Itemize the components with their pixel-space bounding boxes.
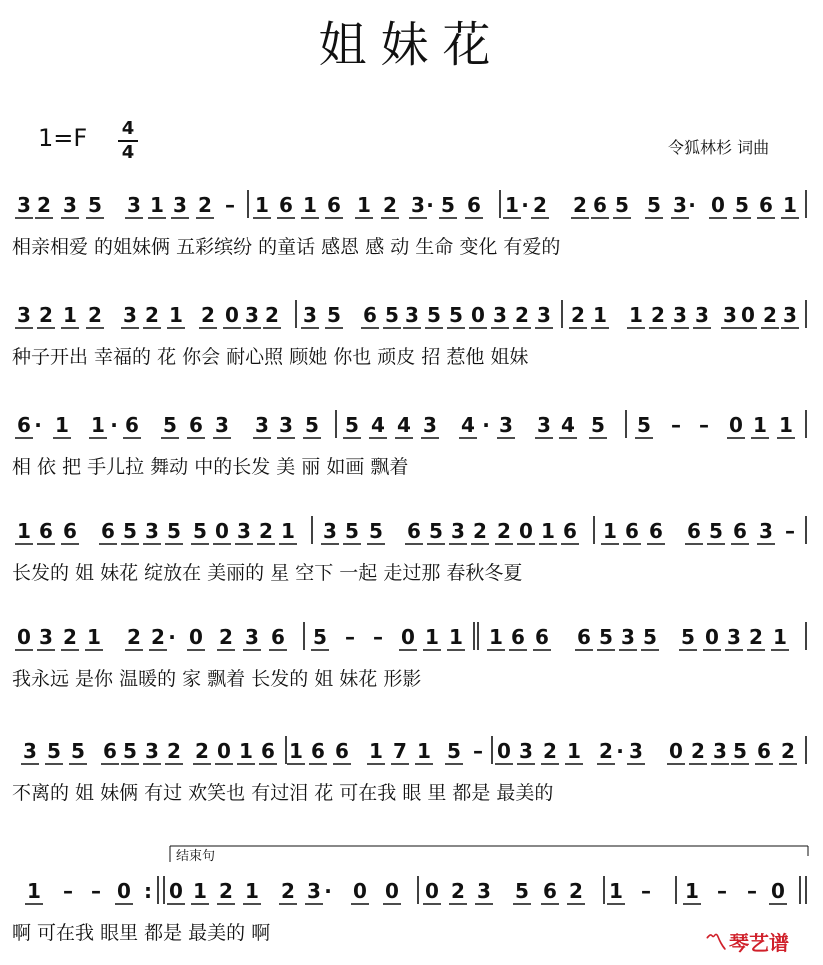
- note: 6: [271, 625, 285, 649]
- note: 1: [609, 879, 623, 903]
- note: :: [144, 879, 152, 903]
- note: 0: [217, 739, 231, 763]
- note: 3: [127, 193, 141, 217]
- note: –: [373, 625, 383, 649]
- note: 1: [150, 193, 164, 217]
- note: 5: [71, 739, 85, 763]
- note: 2: [88, 303, 102, 327]
- note: 3: [215, 413, 229, 437]
- note: 0: [385, 879, 399, 903]
- note: 2: [145, 303, 159, 327]
- note: –: [63, 879, 73, 903]
- note: 3: [23, 739, 37, 763]
- note: 1: [541, 519, 555, 543]
- note: 5: [327, 303, 341, 327]
- note: 6: [63, 519, 77, 543]
- note: 0: [17, 625, 31, 649]
- note: 2: [497, 519, 511, 543]
- note: 1: [629, 303, 643, 327]
- note: 2: [515, 303, 529, 327]
- note: 2: [151, 625, 165, 649]
- note: 0: [705, 625, 719, 649]
- note: –: [225, 193, 235, 217]
- note: 6: [335, 739, 349, 763]
- note: 1: [779, 413, 793, 437]
- note: 6: [577, 625, 591, 649]
- note: 1: [593, 303, 607, 327]
- note: 5: [123, 519, 137, 543]
- note: 3: [499, 413, 513, 437]
- note: 1: [783, 193, 797, 217]
- note: 2: [127, 625, 141, 649]
- note: 2: [198, 193, 212, 217]
- note: 5: [681, 625, 695, 649]
- note: 0: [117, 879, 131, 903]
- note: 2: [167, 739, 181, 763]
- note: 1: [193, 879, 207, 903]
- note: 6: [103, 739, 117, 763]
- note: –: [747, 879, 757, 903]
- note: ·: [616, 739, 624, 763]
- note: 5: [429, 519, 443, 543]
- note: 3: [255, 413, 269, 437]
- note: 3: [145, 519, 159, 543]
- note: 1: [17, 519, 31, 543]
- note: 4: [371, 413, 385, 437]
- note: 3: [237, 519, 251, 543]
- note: 0: [729, 413, 743, 437]
- note: 6: [407, 519, 421, 543]
- note: 3: [629, 739, 643, 763]
- note: 3: [477, 879, 491, 903]
- note: 3: [323, 519, 337, 543]
- note: ·: [521, 193, 529, 217]
- note: –: [473, 739, 483, 763]
- note: 6: [311, 739, 325, 763]
- note: 2: [219, 625, 233, 649]
- note: 3: [423, 413, 437, 437]
- note: 3: [519, 739, 533, 763]
- note: 5: [643, 625, 657, 649]
- note: 3: [695, 303, 709, 327]
- note: 3: [759, 519, 773, 543]
- note: 2: [651, 303, 665, 327]
- note: 5: [163, 413, 177, 437]
- note: 5: [345, 413, 359, 437]
- note: 1: [91, 413, 105, 437]
- note: 3: [537, 303, 551, 327]
- note: 2: [39, 303, 53, 327]
- note: 2: [569, 879, 583, 903]
- lyric-line-5: 我永远 是你 温暖的 家 飘着 长发的 姐 妹花 形影: [12, 668, 422, 690]
- lyric-line-6: 不离的 姐 妹俩 有过 欢笑也 有过泪 花 可在我 眼 里 都是 最美的: [12, 782, 554, 804]
- note: 6: [757, 739, 771, 763]
- note: 6: [759, 193, 773, 217]
- note: 3: [493, 303, 507, 327]
- note: 3: [17, 193, 31, 217]
- note: ·: [482, 413, 490, 437]
- note: 6: [543, 879, 557, 903]
- note: 5: [599, 625, 613, 649]
- note: 2: [265, 303, 279, 327]
- note: 5: [123, 739, 137, 763]
- note: 1: [289, 739, 303, 763]
- author-credit: 令狐林杉 词曲: [668, 138, 770, 157]
- note: 1: [603, 519, 617, 543]
- lyric-line-4: 长发的 姐 妹花 绽放在 美丽的 星 空下 一起 走过那 春秋冬夏: [12, 562, 523, 584]
- note: 6: [563, 519, 577, 543]
- note: 3: [451, 519, 465, 543]
- note: 1: [425, 625, 439, 649]
- note: 2: [259, 519, 273, 543]
- note: 3: [723, 303, 737, 327]
- note: 5: [709, 519, 723, 543]
- ending-label: 结束句: [176, 849, 216, 864]
- note: 6: [17, 413, 31, 437]
- note: 2: [781, 739, 795, 763]
- note: 5: [47, 739, 61, 763]
- note: 3: [145, 739, 159, 763]
- note: 2: [451, 879, 465, 903]
- lyric-line-1: 相亲相爱 的姐妹俩 五彩缤纷 的童话 感恩 感 动 生命 变化 有爱的: [12, 236, 561, 258]
- note: 3: [17, 303, 31, 327]
- note: 6: [649, 519, 663, 543]
- note: 3: [713, 739, 727, 763]
- note: 3: [673, 193, 687, 217]
- note: 0: [669, 739, 683, 763]
- note: 3: [173, 193, 187, 217]
- note: 6: [535, 625, 549, 649]
- note: 2: [195, 739, 209, 763]
- note: 2: [691, 739, 705, 763]
- note: 6: [363, 303, 377, 327]
- note: 2: [533, 193, 547, 217]
- note: 0: [741, 303, 755, 327]
- note: 1: [245, 879, 259, 903]
- note: 1: [169, 303, 183, 327]
- brand-name: 琴艺谱: [729, 931, 790, 955]
- note: –: [91, 879, 101, 903]
- lyric-line-7: 啊 可在我 眼里 都是 最美的 啊: [12, 922, 271, 944]
- note: 0: [225, 303, 239, 327]
- note: 1: [303, 193, 317, 217]
- note: 5: [735, 193, 749, 217]
- note: 1: [567, 739, 581, 763]
- note: 2: [573, 193, 587, 217]
- note: 6: [467, 193, 481, 217]
- note: 0: [471, 303, 485, 327]
- note: 6: [279, 193, 293, 217]
- lyric-line-3: 相 依 把 手儿拉 舞动 中的长发 美 丽 如画 飘着: [12, 456, 409, 478]
- note: 0: [771, 879, 785, 903]
- note: 1: [489, 625, 503, 649]
- note: 1: [505, 193, 519, 217]
- note: –: [785, 519, 795, 543]
- note: 2: [543, 739, 557, 763]
- note: 1: [255, 193, 269, 217]
- note: 0: [169, 879, 183, 903]
- note: 5: [449, 303, 463, 327]
- time-top: 4: [121, 118, 135, 139]
- note: 2: [599, 739, 613, 763]
- note: 5: [637, 413, 651, 437]
- note: 5: [193, 519, 207, 543]
- note: 6: [39, 519, 53, 543]
- note: 3: [63, 193, 77, 217]
- note: 1: [27, 879, 41, 903]
- page-title: 姐妹花: [318, 17, 505, 73]
- note: 5: [427, 303, 441, 327]
- note: 2: [219, 879, 233, 903]
- note: 5: [515, 879, 529, 903]
- note: 2: [63, 625, 77, 649]
- note: 2: [749, 625, 763, 649]
- note: 3: [783, 303, 797, 327]
- note: 2: [571, 303, 585, 327]
- key-signature: 1=F: [38, 124, 88, 152]
- note: 0: [497, 739, 511, 763]
- note: 1: [417, 739, 431, 763]
- note: 1: [87, 625, 101, 649]
- note: 6: [101, 519, 115, 543]
- note: 3: [537, 413, 551, 437]
- note: –: [699, 413, 709, 437]
- note: 3: [245, 303, 259, 327]
- note: 5: [369, 519, 383, 543]
- note: 0: [425, 879, 439, 903]
- note: 3: [307, 879, 321, 903]
- note: 6: [189, 413, 203, 437]
- note: 1: [357, 193, 371, 217]
- lyric-line-2: 种子开出 幸福的 花 你会 耐心照 顾她 你也 顽皮 招 惹他 姐妹: [12, 346, 529, 368]
- note: 4: [397, 413, 411, 437]
- note: 5: [447, 739, 461, 763]
- note: 3: [303, 303, 317, 327]
- note: 1: [753, 413, 767, 437]
- note: 5: [647, 193, 661, 217]
- note: 0: [711, 193, 725, 217]
- note: 0: [215, 519, 229, 543]
- time-bottom: 4: [121, 142, 135, 163]
- note: 5: [305, 413, 319, 437]
- note: 3: [405, 303, 419, 327]
- note: 2: [201, 303, 215, 327]
- note: 1: [239, 739, 253, 763]
- note: 7: [393, 739, 407, 763]
- brand-logo: [705, 926, 789, 957]
- note: ·: [426, 193, 434, 217]
- note: 6: [125, 413, 139, 437]
- note: 6: [593, 193, 607, 217]
- note: 6: [511, 625, 525, 649]
- note: 2: [383, 193, 397, 217]
- note: ·: [688, 193, 696, 217]
- note: 2: [281, 879, 295, 903]
- note: 3: [621, 625, 635, 649]
- note: –: [671, 413, 681, 437]
- note: 0: [353, 879, 367, 903]
- note: 3: [123, 303, 137, 327]
- note: 5: [733, 739, 747, 763]
- note: 4: [461, 413, 475, 437]
- note: 6: [687, 519, 701, 543]
- note: 2: [763, 303, 777, 327]
- brand-mark-icon: 〽: [705, 931, 728, 956]
- note: 2: [37, 193, 51, 217]
- note: 1: [449, 625, 463, 649]
- note: 1: [281, 519, 295, 543]
- note: 3: [39, 625, 53, 649]
- note: 6: [625, 519, 639, 543]
- note: 5: [385, 303, 399, 327]
- note: 4: [561, 413, 575, 437]
- note: 5: [167, 519, 181, 543]
- note: 5: [88, 193, 102, 217]
- note: 0: [519, 519, 533, 543]
- note: 1: [685, 879, 699, 903]
- note: ·: [34, 413, 42, 437]
- note: 0: [401, 625, 415, 649]
- note: 6: [733, 519, 747, 543]
- note: 2: [473, 519, 487, 543]
- note: 1: [55, 413, 69, 437]
- note: 6: [261, 739, 275, 763]
- note: –: [717, 879, 727, 903]
- note: 3: [673, 303, 687, 327]
- note: 3: [279, 413, 293, 437]
- note: 5: [345, 519, 359, 543]
- note: 5: [313, 625, 327, 649]
- note: 6: [327, 193, 341, 217]
- note: 5: [615, 193, 629, 217]
- note: 1: [369, 739, 383, 763]
- note: 5: [591, 413, 605, 437]
- note: 0: [189, 625, 203, 649]
- note: ·: [324, 879, 332, 903]
- note: –: [641, 879, 651, 903]
- note: 3: [245, 625, 259, 649]
- note: 1: [773, 625, 787, 649]
- note: 5: [441, 193, 455, 217]
- note: 3: [727, 625, 741, 649]
- note: 1: [63, 303, 77, 327]
- note: –: [345, 625, 355, 649]
- note: 3: [411, 193, 425, 217]
- note: ·: [168, 625, 176, 649]
- note: ·: [110, 413, 118, 437]
